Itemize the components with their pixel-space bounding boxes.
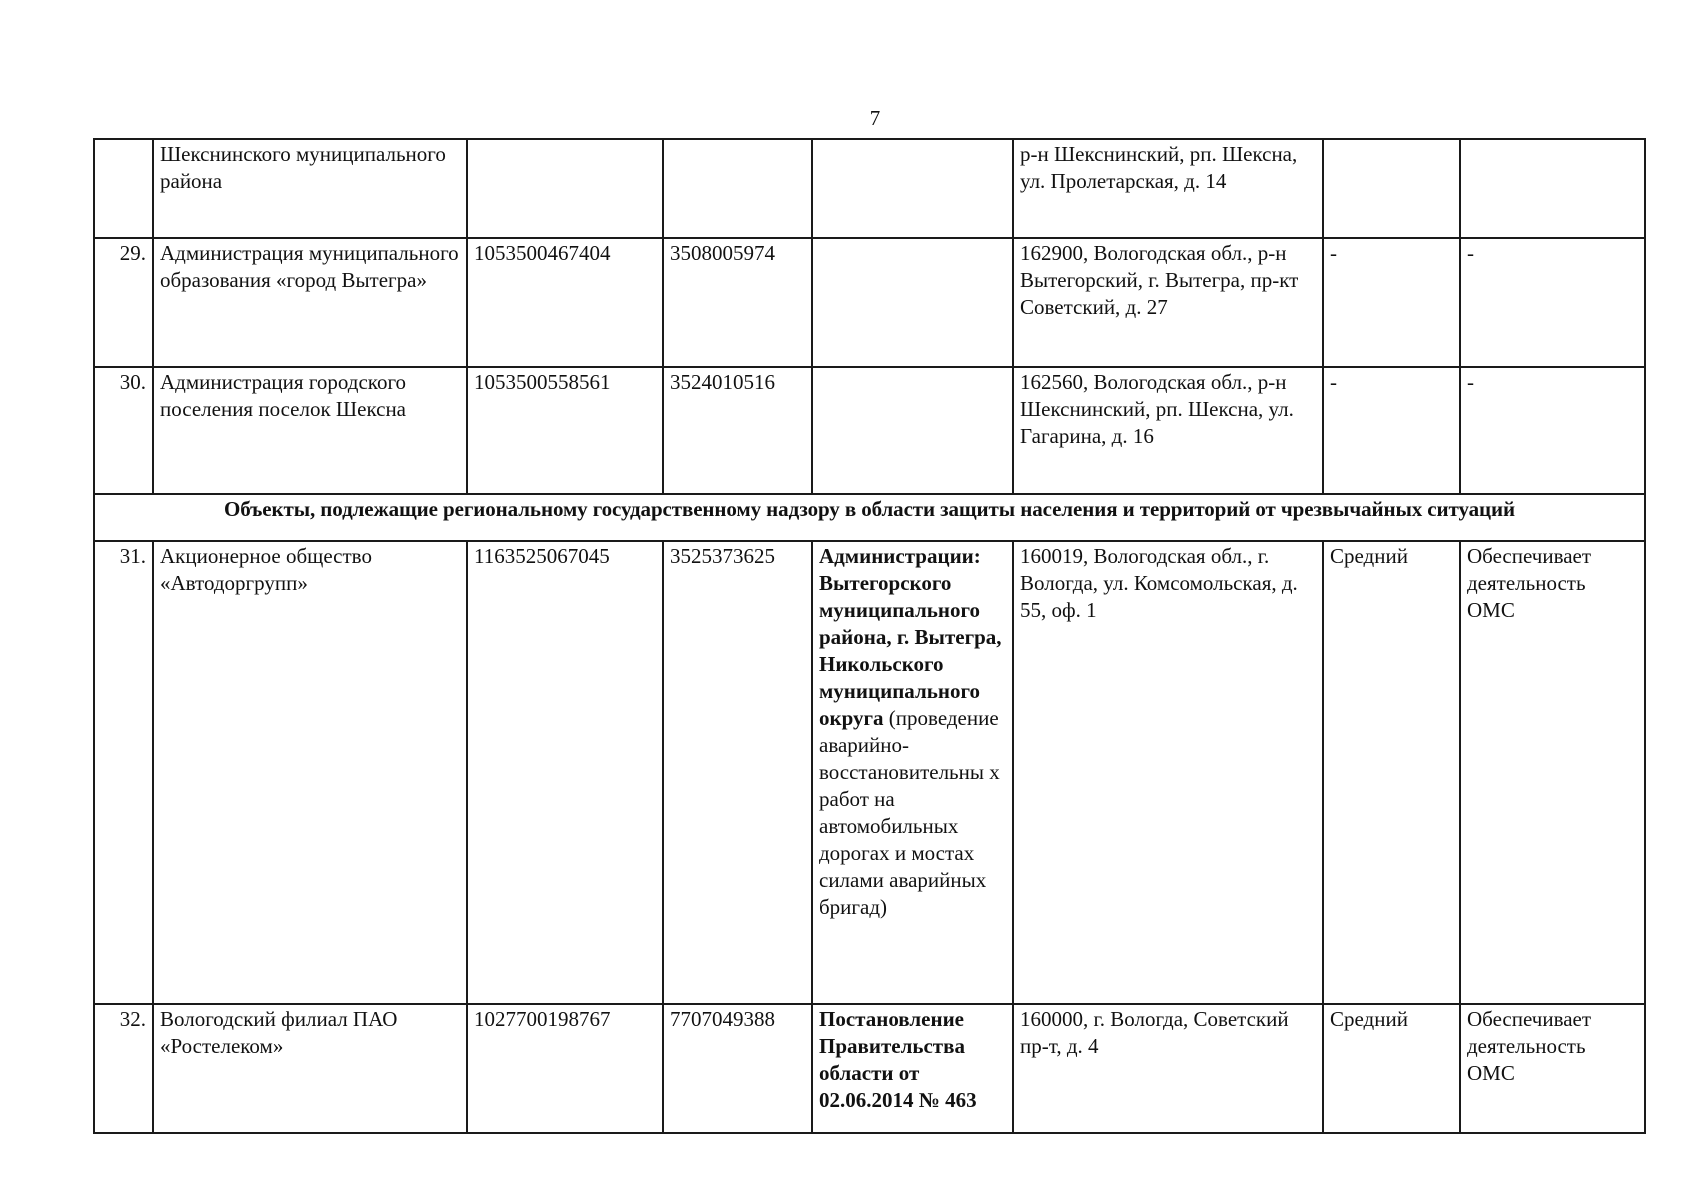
basis-cell	[812, 367, 1013, 494]
risk-category-cell	[1323, 139, 1460, 238]
address-cell: р-н Шекснинский, рп. Шексна, ул. Пролетарская, д. 14	[1013, 139, 1323, 238]
ogrn-cell: 1027700198767	[467, 1004, 663, 1133]
ogrn-cell	[467, 139, 663, 238]
organization-name: Администрация городского поселения поселок Шексна	[153, 367, 467, 494]
ogrn-cell: 1053500558561	[467, 367, 663, 494]
ogrn-cell: 1163525067045	[467, 541, 663, 1004]
note-cell: -	[1460, 367, 1645, 494]
ogrn-cell: 1053500467404	[467, 238, 663, 367]
table-row	[94, 541, 1645, 1004]
address-cell: 162560, Вологодская обл., р-н Шекснинский, рп. Шексна, ул. Гагарина, д. 16	[1013, 367, 1323, 494]
row-number: 31.	[94, 541, 153, 1004]
address-cell: 160000, г. Вологда, Советский пр-т, д. 4	[1013, 1004, 1323, 1133]
registry-table	[93, 138, 1646, 1134]
table-row	[94, 238, 1645, 367]
inn-cell: 3524010516	[663, 367, 812, 494]
organization-name: Администрация муниципального образования «город Вытегра»	[153, 238, 467, 367]
row-number: 29.	[94, 238, 153, 367]
section-heading-row	[94, 494, 1645, 541]
basis-bold-text: Постановление Правительства области от 02.06.2014 № 463	[819, 1007, 977, 1112]
address-cell: 162900, Вологодская обл., р-н Вытегорский, г. Вытегра, пр-кт Советский, д. 27	[1013, 238, 1323, 367]
row-number: 30.	[94, 367, 153, 494]
risk-category-cell: Средний	[1323, 1004, 1460, 1133]
basis-cell	[812, 238, 1013, 367]
table-row	[94, 367, 1645, 494]
organization-name: Вологодский филиал ПАО «Ростелеком»	[153, 1004, 467, 1133]
table-row	[94, 1004, 1645, 1133]
note-cell: Обеспечивает деятельность ОМС	[1460, 541, 1645, 1004]
basis-bold-text: Администрации: Вытегорского муниципального района, г. Вытегра, Никольского муниципального округа	[819, 544, 1002, 730]
inn-cell: 3525373625	[663, 541, 812, 1004]
row-number	[94, 139, 153, 238]
organization-name: Акционерное общество «Автодоргрупп»	[153, 541, 467, 1004]
table-row	[94, 139, 1645, 238]
organization-name: Шекснинского муниципального района	[153, 139, 467, 238]
note-cell: -	[1460, 238, 1645, 367]
inn-cell: 3508005974	[663, 238, 812, 367]
inn-cell: 7707049388	[663, 1004, 812, 1133]
basis-plain-text: (проведение аварийно-восстановительны х работ на автомобильных дорогах и мостах силами аварийных бригад)	[819, 706, 1000, 919]
risk-category-cell: Средний	[1323, 541, 1460, 1004]
address-cell: 160019, Вологодская обл., г. Вологда, ул. Комсомольская, д. 55, оф. 1	[1013, 541, 1323, 1004]
row-number: 32.	[94, 1004, 153, 1133]
basis-cell	[812, 541, 1013, 1004]
risk-category-cell: -	[1323, 367, 1460, 494]
section-heading: Объекты, подлежащие региональному государственному надзору в области защиты населения и территорий от чрезвычайных ситуаций	[94, 494, 1645, 541]
basis-cell	[812, 1004, 1013, 1133]
risk-category-cell: -	[1323, 238, 1460, 367]
page-number: 7	[869, 106, 881, 130]
inn-cell	[663, 139, 812, 238]
note-cell: Обеспечивает деятельность ОМС	[1460, 1004, 1645, 1133]
note-cell	[1460, 139, 1645, 238]
basis-cell	[812, 139, 1013, 238]
